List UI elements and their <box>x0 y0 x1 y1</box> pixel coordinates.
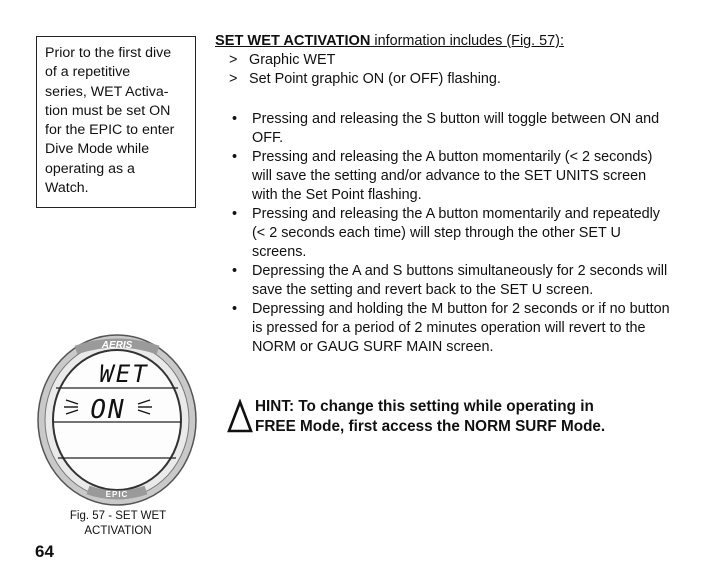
page-number: 64 <box>35 542 54 561</box>
bullet-dot-icon: • <box>232 149 238 165</box>
bullet-item <box>215 148 670 205</box>
note-line: Watch. <box>45 180 89 197</box>
list-item-text: Set Point graphic ON (or OFF) flashing. <box>249 71 501 87</box>
list-item <box>229 70 670 89</box>
hint-line: FREE Mode, first access the NORM SURF Mode. <box>255 418 606 435</box>
bullet-item <box>215 205 670 262</box>
figure-caption <box>40 509 196 538</box>
bullet-dot-icon: • <box>232 206 238 222</box>
display-on-value: ON <box>90 395 126 425</box>
bullet-dot-icon: • <box>232 111 238 127</box>
warning-triangle-icon <box>227 399 253 433</box>
section-heading <box>215 32 670 51</box>
note-line: Prior to the first dive <box>45 45 172 61</box>
hint-callout <box>227 397 677 447</box>
watch-brand-top: AERIS <box>101 340 133 351</box>
includes-list <box>215 51 670 89</box>
side-note-box <box>36 36 196 208</box>
watch-figure <box>36 332 198 507</box>
hint-line: HINT: To change this setting while operating in <box>255 398 594 415</box>
list-item <box>229 51 670 70</box>
note-line: tion must be set ON <box>45 102 171 119</box>
note-line: for the EPIC to enter <box>45 122 175 139</box>
note-line: operating as a <box>45 160 135 177</box>
bullet-dot-icon: • <box>232 301 238 317</box>
caption-line: Fig. 57 - SET WET <box>69 510 167 522</box>
note-line: of a repetitive <box>45 64 131 81</box>
bullet-text: Depressing the A and S buttons simultaneously for 2 seconds will save the setting and revert back to the SET U screen. <box>252 263 668 298</box>
heading-rest: information includes (Fig. 57): <box>370 33 564 49</box>
list-item-text: Graphic WET <box>249 52 336 68</box>
bullet-item <box>215 110 670 148</box>
bullet-text: Pressing and releasing the S button will toggle between ON and OFF. <box>252 111 660 146</box>
list-marker: > <box>229 71 238 87</box>
bullet-text: Depressing and holding the M button for 2 seconds or if no button is pressed for a period of 2 minutes operation will revert to the NORM or GAUG SURF MAIN screen. <box>252 301 670 355</box>
heading-bold: SET WET ACTIVATION <box>215 33 371 49</box>
bullet-item <box>215 300 670 357</box>
bullet-dot-icon: • <box>232 263 238 279</box>
bullet-item <box>215 262 670 300</box>
bullet-text: Pressing and releasing the A button momentarily (< 2 seconds) will save the setting and/or advance to the SET UNITS screen with the Set Point flashing. <box>252 149 653 203</box>
watch-brand-bottom: EPIC <box>105 490 129 499</box>
note-line: series, WET Activa- <box>45 83 169 100</box>
hint-text <box>255 397 675 437</box>
instruction-bullets <box>215 110 670 357</box>
note-line: Dive Mode while <box>45 141 150 158</box>
list-marker: > <box>229 52 238 68</box>
caption-line: ACTIVATION <box>84 524 152 537</box>
main-content <box>215 32 670 357</box>
display-wet-label: WET <box>99 360 149 388</box>
bullet-text: Pressing and releasing the A button momentarily and repeatedly (< 2 seconds each time) will step through the other SET U screens. <box>252 206 660 260</box>
